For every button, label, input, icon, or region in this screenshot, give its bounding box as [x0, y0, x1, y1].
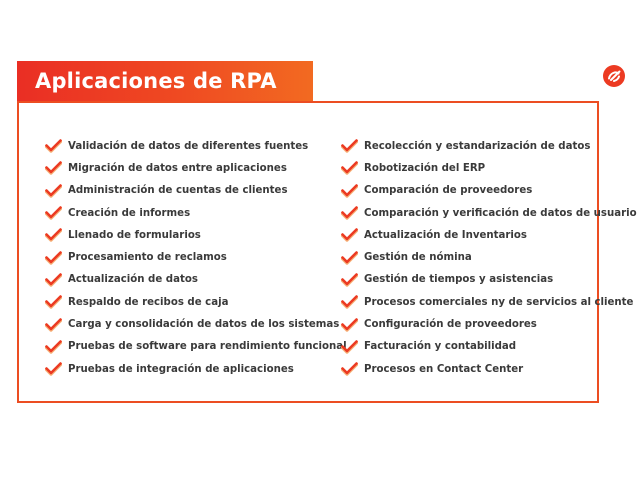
- list-item: [341, 336, 637, 358]
- list-item-label: Facturación y contabilidad: [364, 341, 517, 353]
- list-item: [341, 157, 637, 179]
- checkmark-icon: [341, 184, 358, 198]
- checkmark-icon: [45, 295, 62, 309]
- checkmark-icon: [341, 295, 358, 309]
- list-item-label: Carga y consolidación de datos de los sistemas: [68, 319, 340, 331]
- list-item: [341, 202, 637, 224]
- title-banner: [17, 61, 313, 101]
- list-item-label: Actualización de Inventarios: [364, 229, 527, 241]
- list-item: [341, 358, 637, 380]
- checkmark-icon: [45, 340, 62, 354]
- list-item-label: Robotización del ERP: [364, 162, 486, 174]
- list-item-label: Recolección y estandarización de datos: [364, 140, 591, 152]
- checkmark-icon: [45, 273, 62, 287]
- list-item-label: Creación de informes: [68, 207, 191, 219]
- checkmark-icon: [45, 184, 62, 198]
- list-item: [341, 224, 637, 246]
- list-item: [45, 224, 347, 246]
- list-item-label: Gestión de nómina: [364, 252, 472, 264]
- list-item-label: Procesos comerciales ny de servicios al cliente: [364, 296, 634, 308]
- list-item-label: Respaldo de recibos de caja: [68, 296, 229, 308]
- checkmark-icon: [45, 139, 62, 153]
- list-item: [341, 291, 637, 313]
- list-item: [45, 358, 347, 380]
- list-item-label: Comparación de proveedores: [364, 185, 533, 197]
- list-item-label: Administración de cuentas de clientes: [68, 185, 288, 197]
- list-item-label: Configuración de proveedores: [364, 319, 537, 331]
- applications-panel: [17, 101, 637, 403]
- list-item: [45, 135, 347, 157]
- list-item: [341, 269, 637, 291]
- list-item-label: Pruebas de software para rendimiento funcional: [68, 341, 347, 353]
- list-item-label: Actualización de datos: [68, 274, 198, 286]
- checkmark-icon: [341, 362, 358, 376]
- list-item: [45, 269, 347, 291]
- list-item: [45, 180, 347, 202]
- checkmark-icon: [45, 161, 62, 175]
- checkmark-icon: [45, 362, 62, 376]
- list-item-label: Procesamiento de reclamos: [68, 252, 227, 264]
- checkmark-icon: [341, 273, 358, 287]
- checkmark-icon: [341, 161, 358, 175]
- list-item-label: Migración de datos entre aplicaciones: [68, 162, 287, 174]
- list-item: [45, 336, 347, 358]
- list-item: [45, 202, 347, 224]
- list-item-label: Procesos en Contact Center: [364, 363, 524, 375]
- checkmark-icon: [45, 251, 62, 265]
- list-item: [45, 313, 347, 335]
- checkmark-icon: [341, 228, 358, 242]
- checkmark-icon: [341, 318, 358, 332]
- page-title: Aplicaciones de RPA: [35, 69, 277, 93]
- checkmark-icon: [45, 228, 62, 242]
- checkmark-icon: [341, 340, 358, 354]
- checkmark-icon: [45, 318, 62, 332]
- checkmark-icon: [341, 139, 358, 153]
- list-item: [341, 313, 637, 335]
- list-item-label: Pruebas de integración de aplicaciones: [68, 363, 294, 375]
- checkmark-icon: [341, 206, 358, 220]
- checkmark-icon: [341, 251, 358, 265]
- list-item: [45, 157, 347, 179]
- checkmark-icon: [45, 206, 62, 220]
- list-item: [341, 180, 637, 202]
- list-item-label: Comparación y verificación de datos de usuario: [364, 207, 637, 219]
- list-item-label: Validación de datos de diferentes fuentes: [68, 140, 309, 152]
- list-item: [45, 246, 347, 268]
- list-item-label: Gestión de tiempos y asistencias: [364, 274, 554, 286]
- list-item: [341, 246, 637, 268]
- right-column: [341, 135, 637, 380]
- list-item: [45, 291, 347, 313]
- list-item-label: Llenado de formularios: [68, 229, 201, 241]
- brand-logo-icon: [602, 64, 626, 88]
- list-item: [341, 135, 637, 157]
- left-column: [45, 135, 347, 380]
